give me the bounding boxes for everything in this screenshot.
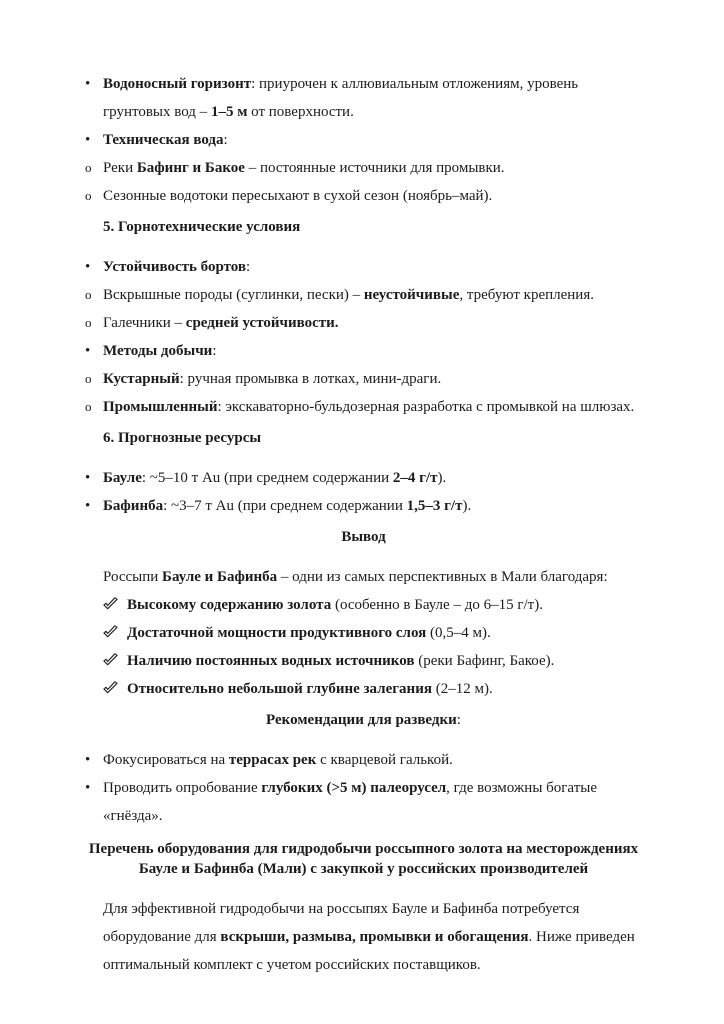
- circle-marker: o: [85, 315, 92, 330]
- paragraph: [85, 895, 642, 979]
- circle-marker: o: [85, 160, 92, 175]
- sub-bullet-item: [85, 309, 642, 337]
- document-content: [85, 70, 642, 979]
- text-run: : ~5–10 т Au (при среднем содержании: [141, 470, 393, 486]
- bold-text-run: Рекомендации для разведки: [266, 712, 457, 728]
- circle-marker: o: [85, 371, 92, 386]
- bullet-marker: •: [85, 752, 91, 768]
- check-icon: [103, 619, 127, 647]
- bold-text-run: 1–5 м: [210, 104, 248, 120]
- bold-text-run: средней устойчивости.: [185, 315, 339, 331]
- item-text: [103, 126, 642, 154]
- bullet-item: [85, 492, 642, 520]
- check-item: [85, 619, 642, 647]
- text-run: :: [223, 132, 228, 148]
- text-run: с кварцевой галькой.: [316, 752, 453, 768]
- bullet-marker: •: [85, 76, 91, 92]
- item-text: [103, 309, 642, 337]
- bold-text-run: 1,5–3 г/т: [406, 498, 463, 514]
- paragraph: [85, 563, 642, 591]
- sub-bullet-item: [85, 281, 642, 309]
- check-icon: [103, 647, 127, 675]
- sub-bullet-item: [85, 393, 642, 421]
- text-run: : приурочен к аллювиальным отложениям, уровень грунтовых вод –: [103, 76, 579, 120]
- section-heading: [85, 213, 642, 241]
- centered-heading: [85, 706, 642, 734]
- bold-text-run: Бафинг и Бакое: [136, 160, 245, 176]
- bullet-item: [85, 464, 642, 492]
- bold-text-run: неустойчивые: [363, 287, 460, 303]
- text-run: : ручная промывка в лотках, мини-драги.: [179, 371, 442, 387]
- sub-bullet-item: [85, 365, 642, 393]
- item-text: [103, 774, 642, 830]
- item-text: [103, 464, 642, 492]
- bold-text-run: 5. Горнотехнические условия: [103, 219, 301, 235]
- text-run: Для эффективной гидродобычи на россыпях Бауле и Бафинба потребуется оборудование для: [103, 901, 580, 945]
- circle-marker: o: [85, 188, 92, 203]
- check-icon: [103, 675, 127, 703]
- bullet-marker: •: [85, 259, 91, 275]
- text-run: . Ниже приведен оптимальный комплект с учетом российских поставщиков.: [103, 929, 635, 973]
- sub-bullet-item: [85, 182, 642, 210]
- bold-text-run: 6. Прогнозные ресурсы: [103, 430, 262, 446]
- bullet-marker: •: [85, 498, 91, 514]
- text-run: Сезонные водотоки пересыхают в сухой сезон (ноябрь–май).: [103, 188, 493, 204]
- bullet-item: [85, 337, 642, 365]
- text-run: Фокусироваться на: [103, 752, 229, 768]
- bold-text-run: 2–4 г/т: [392, 470, 438, 486]
- bullet-marker: •: [85, 132, 91, 148]
- bullet-marker: •: [85, 343, 91, 359]
- bullet-item: [85, 253, 642, 281]
- bullet-item: [85, 774, 642, 830]
- sub-bullet-item: [85, 154, 642, 182]
- item-text: [127, 619, 642, 647]
- item-text: [103, 281, 642, 309]
- check-item: [85, 647, 642, 675]
- text-run: Вскрышные породы (суглинки, пески) –: [103, 287, 364, 303]
- text-run: Галечники –: [103, 315, 186, 331]
- bold-text-run: Вывод: [341, 529, 386, 545]
- bold-text-run: Техническая вода: [103, 132, 224, 148]
- text-run: Проводить опробование: [103, 780, 262, 796]
- item-text: [103, 70, 642, 126]
- bold-text-run: Перечень оборудования для гидродобычи россыпного золота на месторождениях Бауле и Бафинба (Мали) с закупкой у российских производителей: [88, 841, 639, 877]
- item-text: [127, 647, 642, 675]
- item-text: [103, 746, 642, 774]
- item-text: [127, 675, 642, 703]
- bold-text-run: Промышленный: [103, 399, 218, 415]
- text-run: :: [246, 259, 251, 275]
- check-icon: [103, 591, 127, 619]
- circle-marker: o: [85, 287, 92, 302]
- text-run: ).: [437, 470, 447, 486]
- text-run: – постоянные источники для промывки.: [244, 160, 505, 176]
- bold-text-run: Достаточной мощности продуктивного слоя: [127, 625, 427, 641]
- circle-marker: o: [85, 399, 92, 414]
- text-run: (особенно в Бауле – до 6–15 г/т).: [331, 597, 543, 613]
- section-heading: [85, 424, 642, 452]
- item-text: [103, 182, 642, 210]
- bullet-item: [85, 126, 642, 154]
- text-run: от поверхности.: [247, 104, 354, 120]
- text-run: (реки Бафинг, Бакое).: [414, 653, 555, 669]
- centered-heading: [85, 523, 642, 551]
- bold-text-run: Относительно небольшой глубине залегания: [127, 681, 432, 697]
- text-run: :: [456, 712, 461, 728]
- bullet-item: [85, 746, 642, 774]
- text-run: , где возможны богатые «гнёзда».: [103, 780, 597, 824]
- text-run: Россыпи: [103, 569, 163, 585]
- bullet-item: [85, 70, 642, 126]
- item-text: [103, 365, 642, 393]
- item-text: [103, 393, 642, 421]
- text-run: :: [212, 343, 217, 359]
- bold-text-run: Методы добычи: [103, 343, 213, 359]
- check-item: [85, 591, 642, 619]
- bold-text-run: Кустарный: [103, 371, 180, 387]
- bold-text-run: Наличию постоянных водных источников: [127, 653, 415, 669]
- text-run: : экскаваторно-бульдозерная разработка с промывкой на шлюзах.: [217, 399, 635, 415]
- item-text: [103, 492, 642, 520]
- text-run: (0,5–4 м).: [426, 625, 491, 641]
- text-run: (2–12 м).: [431, 681, 493, 697]
- bullet-marker: •: [85, 780, 91, 796]
- text-run: : ~3–7 т Au (при среднем содержании: [163, 498, 407, 514]
- item-text: [127, 591, 642, 619]
- bold-text-run: Бафинба: [103, 498, 164, 514]
- bold-text-run: глубоких (>5 м) палеорусел: [261, 780, 447, 796]
- item-text: [103, 253, 642, 281]
- bold-text-run: Устойчивость бортов: [103, 259, 247, 275]
- text-run: ).: [462, 498, 472, 514]
- bold-text-run: Высокому содержанию золота: [127, 597, 332, 613]
- bold-text-run: террасах рек: [228, 752, 317, 768]
- bold-text-run: Бауле: [103, 470, 142, 486]
- bold-text-run: Бауле и Бафинба: [162, 569, 278, 585]
- item-text: [103, 154, 642, 182]
- bold-text-run: вскрыши, размыва, промывки и обогащения: [220, 929, 529, 945]
- text-run: , требуют крепления.: [459, 287, 594, 303]
- text-run: Реки: [103, 160, 137, 176]
- check-item: [85, 675, 642, 703]
- bold-text-run: Водоносный горизонт: [103, 76, 252, 92]
- item-text: [103, 337, 642, 365]
- bullet-marker: •: [85, 470, 91, 486]
- document-title: [85, 839, 642, 879]
- text-run: – одни из самых перспективных в Мали благодаря:: [277, 569, 608, 585]
